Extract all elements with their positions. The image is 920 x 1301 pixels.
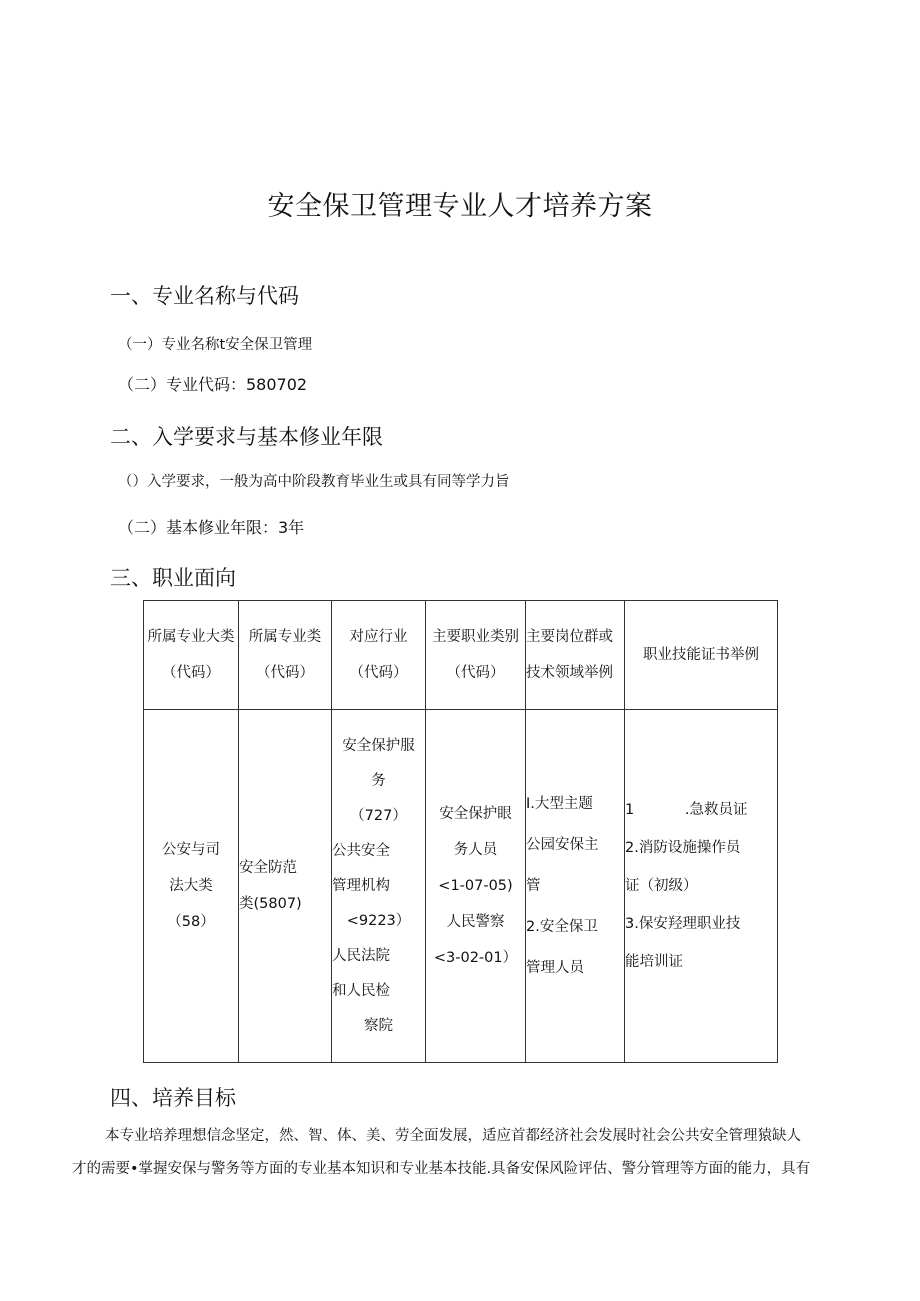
cell-certificates: 1 .急救员证 2.消防设施操作员 证（初级） 3.保安羟理职业技 能培训证 — [625, 710, 778, 1063]
career-table — [143, 600, 778, 1063]
objective-paragraph-line-1: 本专业培养理想信念坚定，然、智、体、美、劳全面发展，适应首都经济社会发展时社会公共安全管理猿缺人 — [105, 1128, 801, 1144]
major-name-line: （一）专业名称t安全保卫管理 — [118, 337, 313, 353]
cell-major-class: 安全防范 类(5807) — [239, 710, 332, 1063]
table-row — [144, 710, 778, 1063]
header-certificates: 职业技能证书举例 — [625, 601, 778, 710]
section-heading-3: 三、职业面向 — [110, 566, 236, 590]
major-code-line: （二）专业代码：580702 — [118, 375, 308, 394]
header-positions: 主要岗位群或 技术领域举例 — [526, 601, 625, 710]
header-major-category: 所属专业大类 （代码） — [144, 601, 239, 710]
section-heading-2: 二、入学要求与基本修业年限 — [110, 425, 383, 449]
header-major-class: 所属专业类 （代码） — [239, 601, 332, 710]
section-heading-4: 四、培养目标 — [110, 1086, 236, 1110]
section-heading-1: 一、专业名称与代码 — [110, 284, 299, 308]
objective-paragraph-line-2: 才的需要•掌握安保与警务等方面的专业基本知识和专业基本技能.具备安保风险评估、警分管理等方面的能力，具有 — [72, 1161, 811, 1177]
cell-major-category: 公安与司 法大类 （58） — [144, 710, 239, 1063]
cell-industry: 安全保护服 务 （727） 公共安全 管理机构 <9223） 人民法院 和人民检 察院 — [332, 710, 426, 1063]
header-industry: 对应行业 （代码） — [332, 601, 426, 710]
study-years-line: （二）基本修业年限：3年 — [118, 518, 305, 537]
cell-positions: I.大型主题 公园安保主 管 2.安全保卫 管理人员 — [526, 710, 625, 1063]
header-occupation: 主要职业类别 （代码） — [426, 601, 526, 710]
cell-occupation: 安全保护眼 务人员 <1-07-05) 人民警察 <3-02-01） — [426, 710, 526, 1063]
table-header-row — [144, 601, 778, 710]
page-title: 安全保卫管理专业人才培养方案 — [267, 191, 653, 222]
admission-line: （）入学要求，一般为高中阶段教育毕业生或具有同等学力旨 — [118, 474, 510, 490]
